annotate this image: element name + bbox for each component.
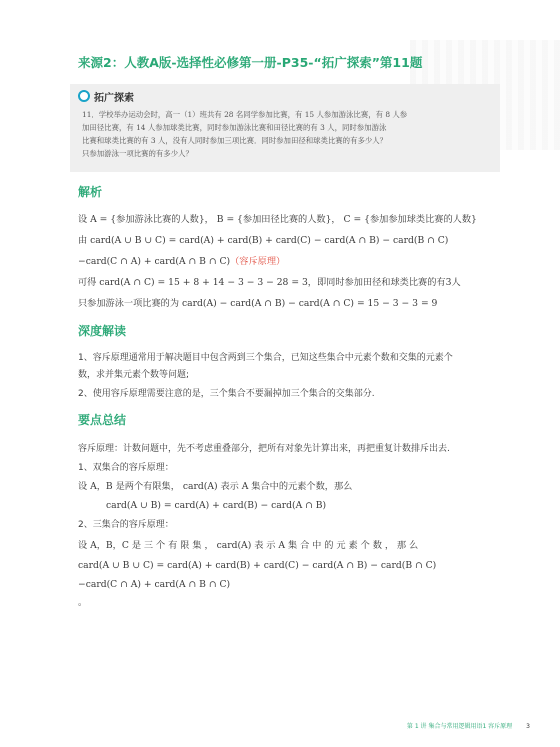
page-footer: [407, 721, 530, 730]
analysis-result-line1: 可得 card(A ∩ C) = 15 + 8 + 14 − 3 − 3 − 28 = 3，即同时参加田径和球类比赛的有3人: [78, 277, 461, 288]
summary-formula-continuation: −card(C ∩ A) + card(A ∩ B ∩ C): [78, 579, 231, 590]
deep-reading-line3: 2、使用容斥原理需要注意的是，三个集合不要漏掉加三个集合的交集部分.: [78, 389, 375, 399]
problem-line: 只参加游泳一项比赛的有多少人？: [82, 149, 193, 158]
summary-line2: 1、双集合的容斥原理：: [78, 463, 174, 473]
formula-continuation: −card(C ∩ A) + card(A ∩ B ∩ C): [78, 256, 231, 267]
source-title: 来源2：人教A版-选择性必修第一册-P35-“拓广探索”第11题: [78, 55, 423, 70]
problem-box-label: 拓广探索: [94, 92, 134, 104]
deep-reading-line2: 数，求并集元素个数等问题;: [78, 370, 190, 380]
problem-line: 比赛和球类比赛的有 3 人，没有人同时参加三项比赛．同时参加田径和球类比赛的有多少人？: [82, 136, 388, 145]
expand-badge-icon: [78, 90, 90, 102]
analysis-result-line2: 只参加游泳一项比赛的为 card(A) − card(A ∩ B) − card(A ∩ C) = 15 − 3 − 3 = 9: [78, 298, 438, 309]
problem-box: [70, 84, 500, 172]
summary-line3: 设 A，B 是两个有限集， card(A) 表示 A 集合中的元素个数，那么: [78, 481, 353, 492]
formula-note: （容斥原理）: [230, 256, 286, 267]
deep-reading-heading: 深度解读: [78, 324, 127, 338]
summary-end-mark: 。: [78, 598, 88, 608]
analysis-formula-line1: 由 card(A ∪ B ∪ C) = card(A) + card(B) + card(C) − card(A ∩ B) − card(B ∩ C): [78, 235, 449, 246]
deep-reading-line1: 1、容斥原理通常用于解决题目中包含两到三个集合，已知这些集合中元素个数和交集的元素个: [78, 353, 453, 363]
summary-line5: 2、三集合的容斥原理：: [78, 520, 174, 530]
footer-chapter: 第 1 讲 集合与常用逻辑用语1 容斥原理: [406, 723, 513, 730]
summary-formula-two-sets: card(A ∪ B) = card(A) + card(B) − card(A ∩ B): [106, 500, 327, 511]
analysis-sets-line: 设 A = {参加游泳比赛的人数}， B = {参加田径比赛的人数}， C = {参加参加球类比赛的人数}: [78, 214, 477, 225]
problem-line: 加田径比赛，有 14 人参加球类比赛，同时参加游泳比赛和田径比赛的有 3 人，同时参加游泳: [82, 123, 387, 132]
analysis-formula-line2: [78, 255, 285, 269]
summary-heading: 要点总结: [78, 413, 127, 427]
problem-line: 11．学校举办运动会时，高一（1）班共有 28 名同学参加比赛，有 15 人参加游泳比赛，有 8 人参: [82, 110, 408, 119]
summary-formula-three-sets: card(A ∪ B ∪ C) = card(A) + card(B) + card(C) − card(A ∩ B) − card(B ∩ C): [78, 560, 437, 571]
summary-line1: 容斥原理：计数问题中，先不考虑重叠部分，把所有对象先计算出来，再把重复计数排斥出去.: [78, 444, 450, 454]
summary-line6: 设 A，B，C 是 三 个 有 限 集 ， card(A) 表 示 A 集 合 中 的 元 素 个 数 ， 那 么: [78, 540, 419, 551]
problem-box-header: [70, 88, 134, 104]
page-number: 3: [526, 723, 530, 730]
analysis-heading: 解析: [78, 185, 103, 199]
problem-text: [82, 108, 492, 160]
